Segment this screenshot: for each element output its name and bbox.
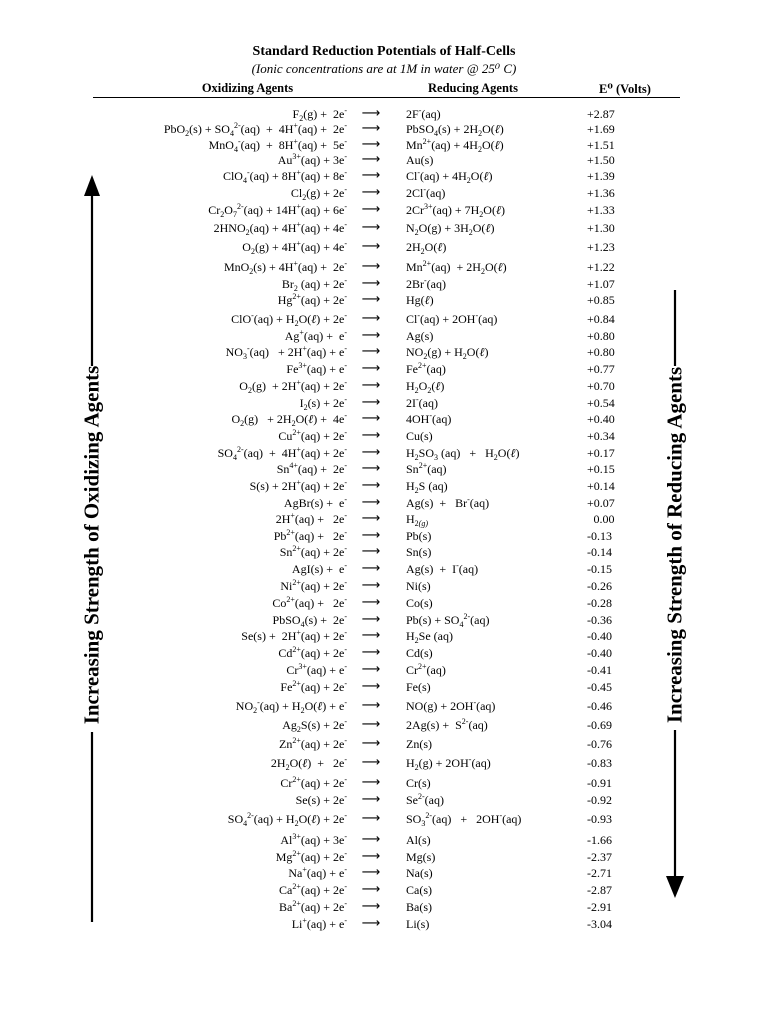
reduction-potential: -0.76: [587, 737, 612, 751]
reaction-arrow-icon: ⟶: [361, 595, 381, 610]
reduction-potential: +0.54: [587, 396, 615, 410]
oxidizing-agent: $Cr^{3+}(aq) + e^-$: [286, 662, 347, 677]
reducing-agent: Pb(s): [406, 529, 432, 543]
reaction-arrow-icon: ⟶: [361, 202, 381, 217]
oxidizing-agent: $2H_2O(\ell) + 2e^-$: [270, 755, 347, 772]
reaction-arrow-icon: ⟶: [361, 645, 381, 660]
oxidizing-agent: Li+(aq) + e-: [291, 916, 347, 931]
reaction-arrow-icon: ⟶: [361, 662, 381, 677]
oxidizing-agent: $SO_4^{2-}(aq) + 4H^+(aq) + 2e^-$: [217, 445, 347, 462]
reducing-agent: NO(g) + 2OH-(aq): [406, 698, 496, 713]
reduction-potential: 0.00: [593, 512, 615, 526]
reduction-potential: -2.87: [587, 883, 612, 897]
reaction-arrow-icon: ⟶: [361, 168, 381, 183]
reduction-potential: -0.46: [587, 699, 612, 713]
reaction-arrow-icon: ⟶: [361, 292, 381, 307]
reaction-arrow-icon: ⟶: [361, 378, 381, 393]
oxidizing-agent: $Mg^{2+}(aq) + 2e^-$: [275, 849, 347, 864]
oxidizing-agent: $PbO_2(s) + SO_4^{2-}(aq) + 4H^+(aq) + 2e^-$: [163, 121, 347, 138]
reduction-potential: +0.14: [587, 479, 615, 493]
oxidizing-agent: $Cr^{2+}(aq) + 2e^-$: [280, 775, 347, 790]
oxidizing-agent: $F_2(g) + 2e^-$: [292, 106, 347, 123]
reduction-potential: +0.70: [587, 379, 615, 393]
reduction-potential: -2.91: [587, 900, 612, 914]
reduction-potential: +0.07: [587, 496, 615, 510]
left-axis-label: Increasing Strength of Oxidizing Agents: [79, 365, 104, 725]
reaction-arrow-icon: ⟶: [361, 495, 381, 510]
reduction-potential: -0.41: [587, 663, 612, 677]
reaction-arrow-icon: ⟶: [361, 121, 381, 136]
reduction-potential: -0.13: [587, 529, 612, 543]
oxidizing-agent: $Cd^{2+}(aq) + 2e^-$: [278, 645, 347, 660]
oxidizing-agent: ClO$_4$-(aq) + 8H+(aq) + 8e-: [222, 168, 347, 185]
reduction-potential: -0.28: [587, 596, 612, 610]
reducing-agent: Co(s): [406, 596, 433, 610]
reducing-agent: Cl-(aq) + 2OH-(aq): [406, 311, 498, 326]
reducing-agent: $Se^{2-}(aq)$: [406, 792, 444, 807]
reducing-agent: $NO_2(g)$ + $H_2O(\ell)$: [406, 345, 489, 361]
reaction-arrow-icon: ⟶: [361, 775, 381, 790]
reaction-arrow-icon: ⟶: [361, 698, 381, 713]
reaction-arrow-icon: ⟶: [361, 792, 381, 807]
reducing-agent: Ni(s): [406, 579, 431, 593]
oxidizing-agent: S(s) + 2H+(aq) + 2e-: [249, 478, 347, 493]
oxidizing-agent: MnO$_2$(s) + 4H+(aq) + 2e-: [223, 259, 347, 276]
oxidizing-agent: $O_2(g)$ + $2H_2O(\ell) + 4e^-$: [231, 411, 347, 428]
reducing-agent: 4OH-(aq): [406, 411, 452, 426]
reduction-potential: -0.69: [587, 718, 612, 732]
oxidizing-agent: $Fe^{3+}(aq) + e^-$: [286, 361, 347, 376]
reducing-agent: Fe(s): [406, 680, 431, 694]
reduction-potential: +0.77: [587, 362, 615, 376]
reduction-potential: +0.85: [587, 293, 615, 307]
reducing-agent: $H_2Se$ (aq): [406, 629, 453, 645]
reaction-arrow-icon: ⟶: [361, 239, 381, 254]
reducing-agent: Zn(s): [406, 737, 432, 751]
reaction-arrow-icon: ⟶: [361, 428, 381, 443]
reaction-arrow-icon: ⟶: [361, 106, 381, 121]
reducing-agent: $H_2O_2(\ell)$: [406, 379, 445, 395]
oxidizing-agent: $Al^{3+}(aq) + 3e^-$: [280, 832, 347, 847]
reaction-arrow-icon: ⟶: [361, 185, 381, 200]
reducing-agent: Li(s): [406, 917, 430, 931]
reduction-potential: -0.15: [587, 562, 612, 576]
oxidizing-agent: AgI(s) + e-: [291, 561, 347, 576]
oxidizing-agent: $Hg^{2+}(aq) + 2e^-$: [277, 292, 347, 307]
oxidizing-agent: $Co^{2+}(aq) + 2e^-$: [272, 595, 347, 610]
reduction-potential: -0.92: [587, 793, 612, 807]
oxidizing-agent: $NO_2^-(aq)$ + $H_2O(\ell) + e^-$: [235, 698, 347, 715]
oxidizing-agent: $Ba^{2+}(aq) + 2e^-$: [279, 899, 347, 914]
reduction-potential: -1.66: [587, 833, 612, 847]
reducing-agent: Cd(s): [406, 646, 433, 660]
reduction-potential: +1.23: [587, 240, 615, 254]
reaction-arrow-icon: ⟶: [361, 511, 381, 526]
reaction-arrow-icon: ⟶: [361, 544, 381, 559]
oxidizing-agent: $Au^{3+}(aq) + 3e^-$: [277, 152, 347, 167]
reaction-arrow-icon: ⟶: [361, 395, 381, 410]
oxidizing-agent: $Zn^{2+}(aq) + 2e^-$: [279, 736, 347, 751]
oxidizing-agent: Ag+(aq) + e-: [284, 328, 347, 343]
oxidizing-agent: $Sn^{2+}(aq) + 2e^-$: [279, 544, 347, 559]
oxidizing-agent: $Ni^{2+}(aq) + 2e^-$: [280, 578, 347, 593]
reducing-agent: Hg(ℓ): [406, 293, 434, 307]
reduction-potential: -0.14: [587, 545, 612, 559]
reducing-agent: Ag(s): [406, 329, 434, 343]
reaction-arrow-icon: ⟶: [361, 445, 381, 460]
oxidizing-agent: $Ag_2S(s) + 2e^-$: [282, 717, 347, 734]
oxidizing-agent: $Cl_2(g) + 2e^-$: [290, 185, 347, 202]
reducing-agent: 2F-(aq): [406, 106, 441, 121]
oxidizing-agent: $Sn^{4+}(aq) + 2e^-$: [276, 461, 347, 476]
reduction-potential: -0.40: [587, 629, 612, 643]
reducing-agent: Ba(s): [406, 900, 432, 914]
reaction-arrow-icon: ⟶: [361, 220, 381, 235]
reaction-arrow-icon: ⟶: [361, 628, 381, 643]
oxidizing-agent: $Cr_2O_7^{2-}(aq) + 14H^+(aq) + 6e^-$: [208, 202, 347, 219]
reduction-potential: -0.83: [587, 756, 612, 770]
reducing-agent: Mg(s): [406, 850, 436, 864]
reduction-potential: +1.33: [587, 203, 615, 217]
oxidizing-agent: $Fe^{2+}(aq) + 2e^-$: [280, 679, 347, 694]
reduction-potential: +0.80: [587, 329, 615, 343]
oxidizing-agent: MnO$_4$-(aq) + 8H+(aq) + 5e-: [208, 137, 347, 154]
reaction-arrow-icon: ⟶: [361, 344, 381, 359]
reduction-potential: +1.36: [587, 186, 615, 200]
oxidizing-agent: Se(s) + 2H+(aq) + 2e-: [241, 628, 347, 643]
reaction-arrow-icon: ⟶: [361, 811, 381, 826]
reducing-agent: $2Ag(s) + S^{2-}(aq)$: [406, 717, 488, 732]
reaction-arrow-icon: ⟶: [361, 311, 381, 326]
oxidizing-agent: $SO_4^{2-}(aq)$ + $H_2O(\ell) + 2e^-$: [227, 811, 347, 828]
oxidizing-agent: AgBr(s) + e-: [283, 495, 347, 510]
down-arrowhead-icon: [666, 876, 684, 898]
page-title: Standard Reduction Potentials of Half-Cells: [252, 44, 516, 59]
reducing-agent: $2Cr^{3+}(aq)$ + $7H_2O(\ell)$: [406, 202, 505, 219]
reduction-potential: -0.40: [587, 646, 612, 660]
reaction-arrow-icon: ⟶: [361, 899, 381, 914]
reducing-agent: $H_2(g) + 2OH^-(aq)$: [406, 755, 491, 772]
oxidizing-agent: PbSO$_4$(s) + 2e-: [272, 612, 347, 629]
reaction-arrow-icon: ⟶: [361, 411, 381, 426]
reaction-arrow-icon: ⟶: [361, 865, 381, 880]
reducing-agent: PbSO$_4$(s) + $2H_2O(\ell)$: [406, 122, 504, 138]
reduction-potential: +1.69: [587, 122, 615, 136]
oxidizing-agent: $O_2(g) + 2H^+(aq) + 2e^-$: [239, 378, 347, 395]
reaction-arrow-icon: ⟶: [361, 328, 381, 343]
oxidizing-agent: $NO_3^-(aq) + 2H^+(aq) + e^-$: [225, 344, 347, 361]
reducing-agent: Na(s): [406, 866, 433, 880]
reduction-potential: +0.15: [587, 462, 615, 476]
reducing-agent: $H_{2(g)}$: [406, 512, 428, 528]
reducing-agent: Sn(s): [406, 545, 432, 559]
reduction-potential: -3.04: [587, 917, 612, 931]
reduction-potential: +0.84: [587, 312, 615, 326]
reaction-arrow-icon: ⟶: [361, 916, 381, 931]
oxidizing-agent: $Br_2$ (aq) + 2e-: [281, 276, 347, 293]
reducing-agent: Au(s): [406, 153, 434, 167]
reduction-potential: -0.36: [587, 613, 612, 627]
reducing-agent: $SO_3^{2-}(aq) + 2OH^-(aq)$: [406, 811, 522, 828]
reducing-agent: 2I-(aq): [406, 395, 438, 410]
reduction-potential: -2.37: [587, 850, 612, 864]
reducing-agent: $Mn^{2+}(aq)$ + $4H_2O(\ell)$: [406, 137, 504, 154]
reduction-potential: +0.17: [587, 446, 615, 460]
reaction-arrow-icon: ⟶: [361, 259, 381, 274]
reaction-arrow-icon: ⟶: [361, 478, 381, 493]
oxidizing-agent: $Pb^{2+}(aq) + 2e^-$: [273, 528, 347, 543]
reduction-potential: +1.50: [587, 153, 615, 167]
reducing-agent: $Cr^{2+}(aq)$: [406, 662, 446, 677]
reducing-agent: $Pb(s) + SO_4^{2-}(aq)$: [406, 612, 490, 629]
oxidizing-agent: Na+(aq) + e-: [288, 865, 347, 880]
reducing-agent: 2Cl-(aq): [406, 185, 446, 200]
reducing-agent: $Mn^{2+}(aq)$ + $2H_2O(\ell)$: [406, 259, 507, 276]
reducing-agent: Cr(s): [406, 776, 431, 790]
reaction-arrow-icon: ⟶: [361, 276, 381, 291]
right-axis-label: Increasing Strength of Reducing Agents: [662, 366, 687, 724]
reduction-potential: +2.87: [587, 107, 615, 121]
reducing-agent: $Fe^{2+}(aq)$: [406, 361, 446, 376]
reaction-arrow-icon: ⟶: [361, 832, 381, 847]
reaction-arrow-icon: ⟶: [361, 461, 381, 476]
header-oxidizing-agents: Oxidizing Agents: [201, 81, 294, 95]
reaction-arrow-icon: ⟶: [361, 679, 381, 694]
oxidizing-agent: $O_2(g) + 4H^+(aq) + 4e^-$: [242, 239, 347, 256]
oxidizing-agent: 2H+(aq) + 2e-: [275, 511, 347, 526]
oxidizing-agent: $Ca^{2+}(aq) + 2e^-$: [279, 882, 347, 897]
oxidizing-agent: $2HNO_2(aq) + 4H^+(aq) + 4e^-$: [213, 220, 347, 237]
reducing-agent: $Cl^-(aq) + 4H_2O(\ell)$: [406, 168, 493, 185]
reaction-arrow-icon: ⟶: [361, 612, 381, 627]
page-subtitle: (Ionic concentrations are at 1M in water @ 25⁰ C): [251, 61, 517, 76]
reducing-agent: Ag(s) + I-(aq): [406, 561, 479, 576]
reducing-agent: Cu(s): [406, 429, 433, 443]
oxidizing-agent: $ClO^-(aq) + H_2O(\ell) + 2e^-$: [231, 311, 347, 328]
oxidizing-agent: Se(s) + 2e-: [295, 792, 347, 807]
reducing-agent: Ca(s): [406, 883, 432, 897]
reducing-agent: Al(s): [406, 833, 431, 847]
reduction-potential: -0.45: [587, 680, 612, 694]
reduction-potential: +1.22: [587, 260, 615, 274]
header-reducing-agents: Reducing Agents: [428, 81, 518, 95]
oxidizing-agent: $I_2(s) + 2e^-$: [299, 395, 347, 412]
reduction-potential: +0.40: [587, 412, 615, 426]
reaction-arrow-icon: ⟶: [361, 849, 381, 864]
reducing-agent: $N_2O(g)$ + $3H_2O(\ell)$: [406, 221, 495, 237]
reaction-arrow-icon: ⟶: [361, 361, 381, 376]
reaction-arrow-icon: ⟶: [361, 561, 381, 576]
reducing-agent: $H_2SO_3$ $(aq) + H_2O(\ell)$: [406, 446, 520, 462]
reducing-agent: $Sn^{2+}(aq)$: [406, 461, 447, 476]
reduction-potential: +0.80: [587, 345, 615, 359]
reduction-potential: +0.34: [587, 429, 615, 443]
up-arrowhead-icon: [84, 175, 100, 196]
reducing-agent: 2Br-(aq): [406, 276, 446, 291]
reaction-arrow-icon: ⟶: [361, 717, 381, 732]
reduction-potential: -0.91: [587, 776, 612, 790]
reaction-arrow-icon: ⟶: [361, 882, 381, 897]
reduction-potential: +1.30: [587, 221, 615, 235]
reducing-agent: $H_2S$ (aq): [406, 479, 448, 495]
reaction-arrow-icon: ⟶: [361, 736, 381, 751]
reaction-arrow-icon: ⟶: [361, 578, 381, 593]
reduction-potential: -0.26: [587, 579, 612, 593]
header-potential: E⁰ (Volts): [599, 82, 651, 96]
reduction-potential: +1.51: [587, 138, 615, 152]
reducing-agent: Ag(s) + Br-(aq): [406, 495, 490, 510]
reduction-potential: -0.93: [587, 812, 612, 826]
reaction-arrow-icon: ⟶: [361, 755, 381, 770]
reaction-arrow-icon: ⟶: [361, 137, 381, 152]
reduction-potential: +1.39: [587, 169, 615, 183]
reaction-arrow-icon: ⟶: [361, 152, 381, 167]
oxidizing-agent: $Cu^{2+}(aq) + 2e^-$: [278, 428, 347, 443]
reduction-potential: -2.71: [587, 866, 612, 880]
reaction-arrow-icon: ⟶: [361, 528, 381, 543]
reduction-potential: +1.07: [587, 277, 615, 291]
reducing-agent: $2H_2O(\ell)$: [406, 240, 447, 256]
